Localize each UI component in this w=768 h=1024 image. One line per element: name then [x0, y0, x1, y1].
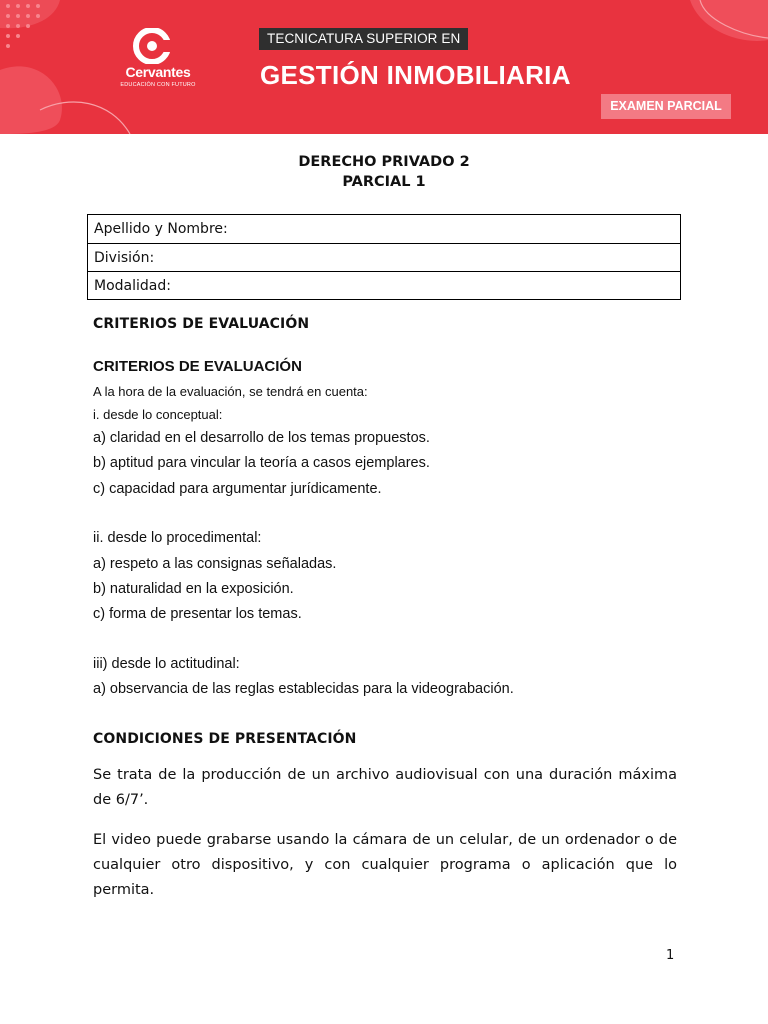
subsection-heading-criteria: CRITERIOS DE EVALUACIÓN — [93, 358, 302, 375]
info-row-division: División: — [88, 243, 680, 271]
brand-name: Cervantes — [125, 64, 191, 80]
group3-title: iii) desde lo actitudinal: — [93, 656, 240, 672]
list-item: b) naturalidad en la exposición. — [93, 581, 294, 597]
document-subtitle: PARCIAL 1 — [342, 174, 426, 190]
section-heading-criteria: CRITERIOS DE EVALUACIÓN — [93, 316, 310, 332]
info-row-modality: Modalidad: — [88, 271, 680, 299]
header-banner — [0, 0, 768, 134]
brand-tagline: EDUCACIÓN CON FUTURO — [120, 82, 196, 88]
cervantes-c-logo-icon — [132, 28, 172, 64]
criteria-intro: A la hora de la evaluación, se tendrá en cuenta: — [93, 384, 368, 399]
section-heading-conditions: CONDICIONES DE PRESENTACIÓN — [93, 731, 357, 747]
page-number: 1 — [666, 948, 675, 963]
conditions-paragraph: Se trata de la producción de un archivo audiovisual con una duración máxima de 6/7’. — [93, 767, 677, 808]
document-title: DERECHO PRIVADO 2 — [298, 154, 470, 170]
program-prefix: TECNICATURA SUPERIOR EN — [259, 28, 468, 50]
exam-badge: EXAMEN PARCIAL — [601, 94, 731, 119]
list-item: b) aptitud para vincular la teoría a casos ejemplares. — [93, 455, 430, 471]
student-info-table — [87, 214, 681, 300]
conditions-paragraph: El video puede grabarse usando la cámara de un celular, de un ordenador o de cualquier otro dispositivo, y con cualquier programa o aplicación que lo permita. — [93, 832, 677, 898]
list-item: a) respeto a las consignas señaladas. — [93, 556, 337, 572]
program-name: GESTIÓN INMOBILIARIA — [260, 60, 571, 90]
group1-title: i. desde lo conceptual: — [93, 407, 223, 422]
list-item: a) observancia de las reglas establecidas para la videograbación. — [93, 681, 514, 697]
list-item: a) claridad en el desarrollo de los temas propuestos. — [93, 430, 430, 446]
group2-title: ii. desde lo procedimental: — [93, 530, 262, 546]
list-item: c) forma de presentar los temas. — [93, 606, 302, 622]
info-row-name: Apellido y Nombre: — [94, 221, 228, 237]
list-item: c) capacidad para argumentar jurídicamente. — [93, 481, 382, 497]
